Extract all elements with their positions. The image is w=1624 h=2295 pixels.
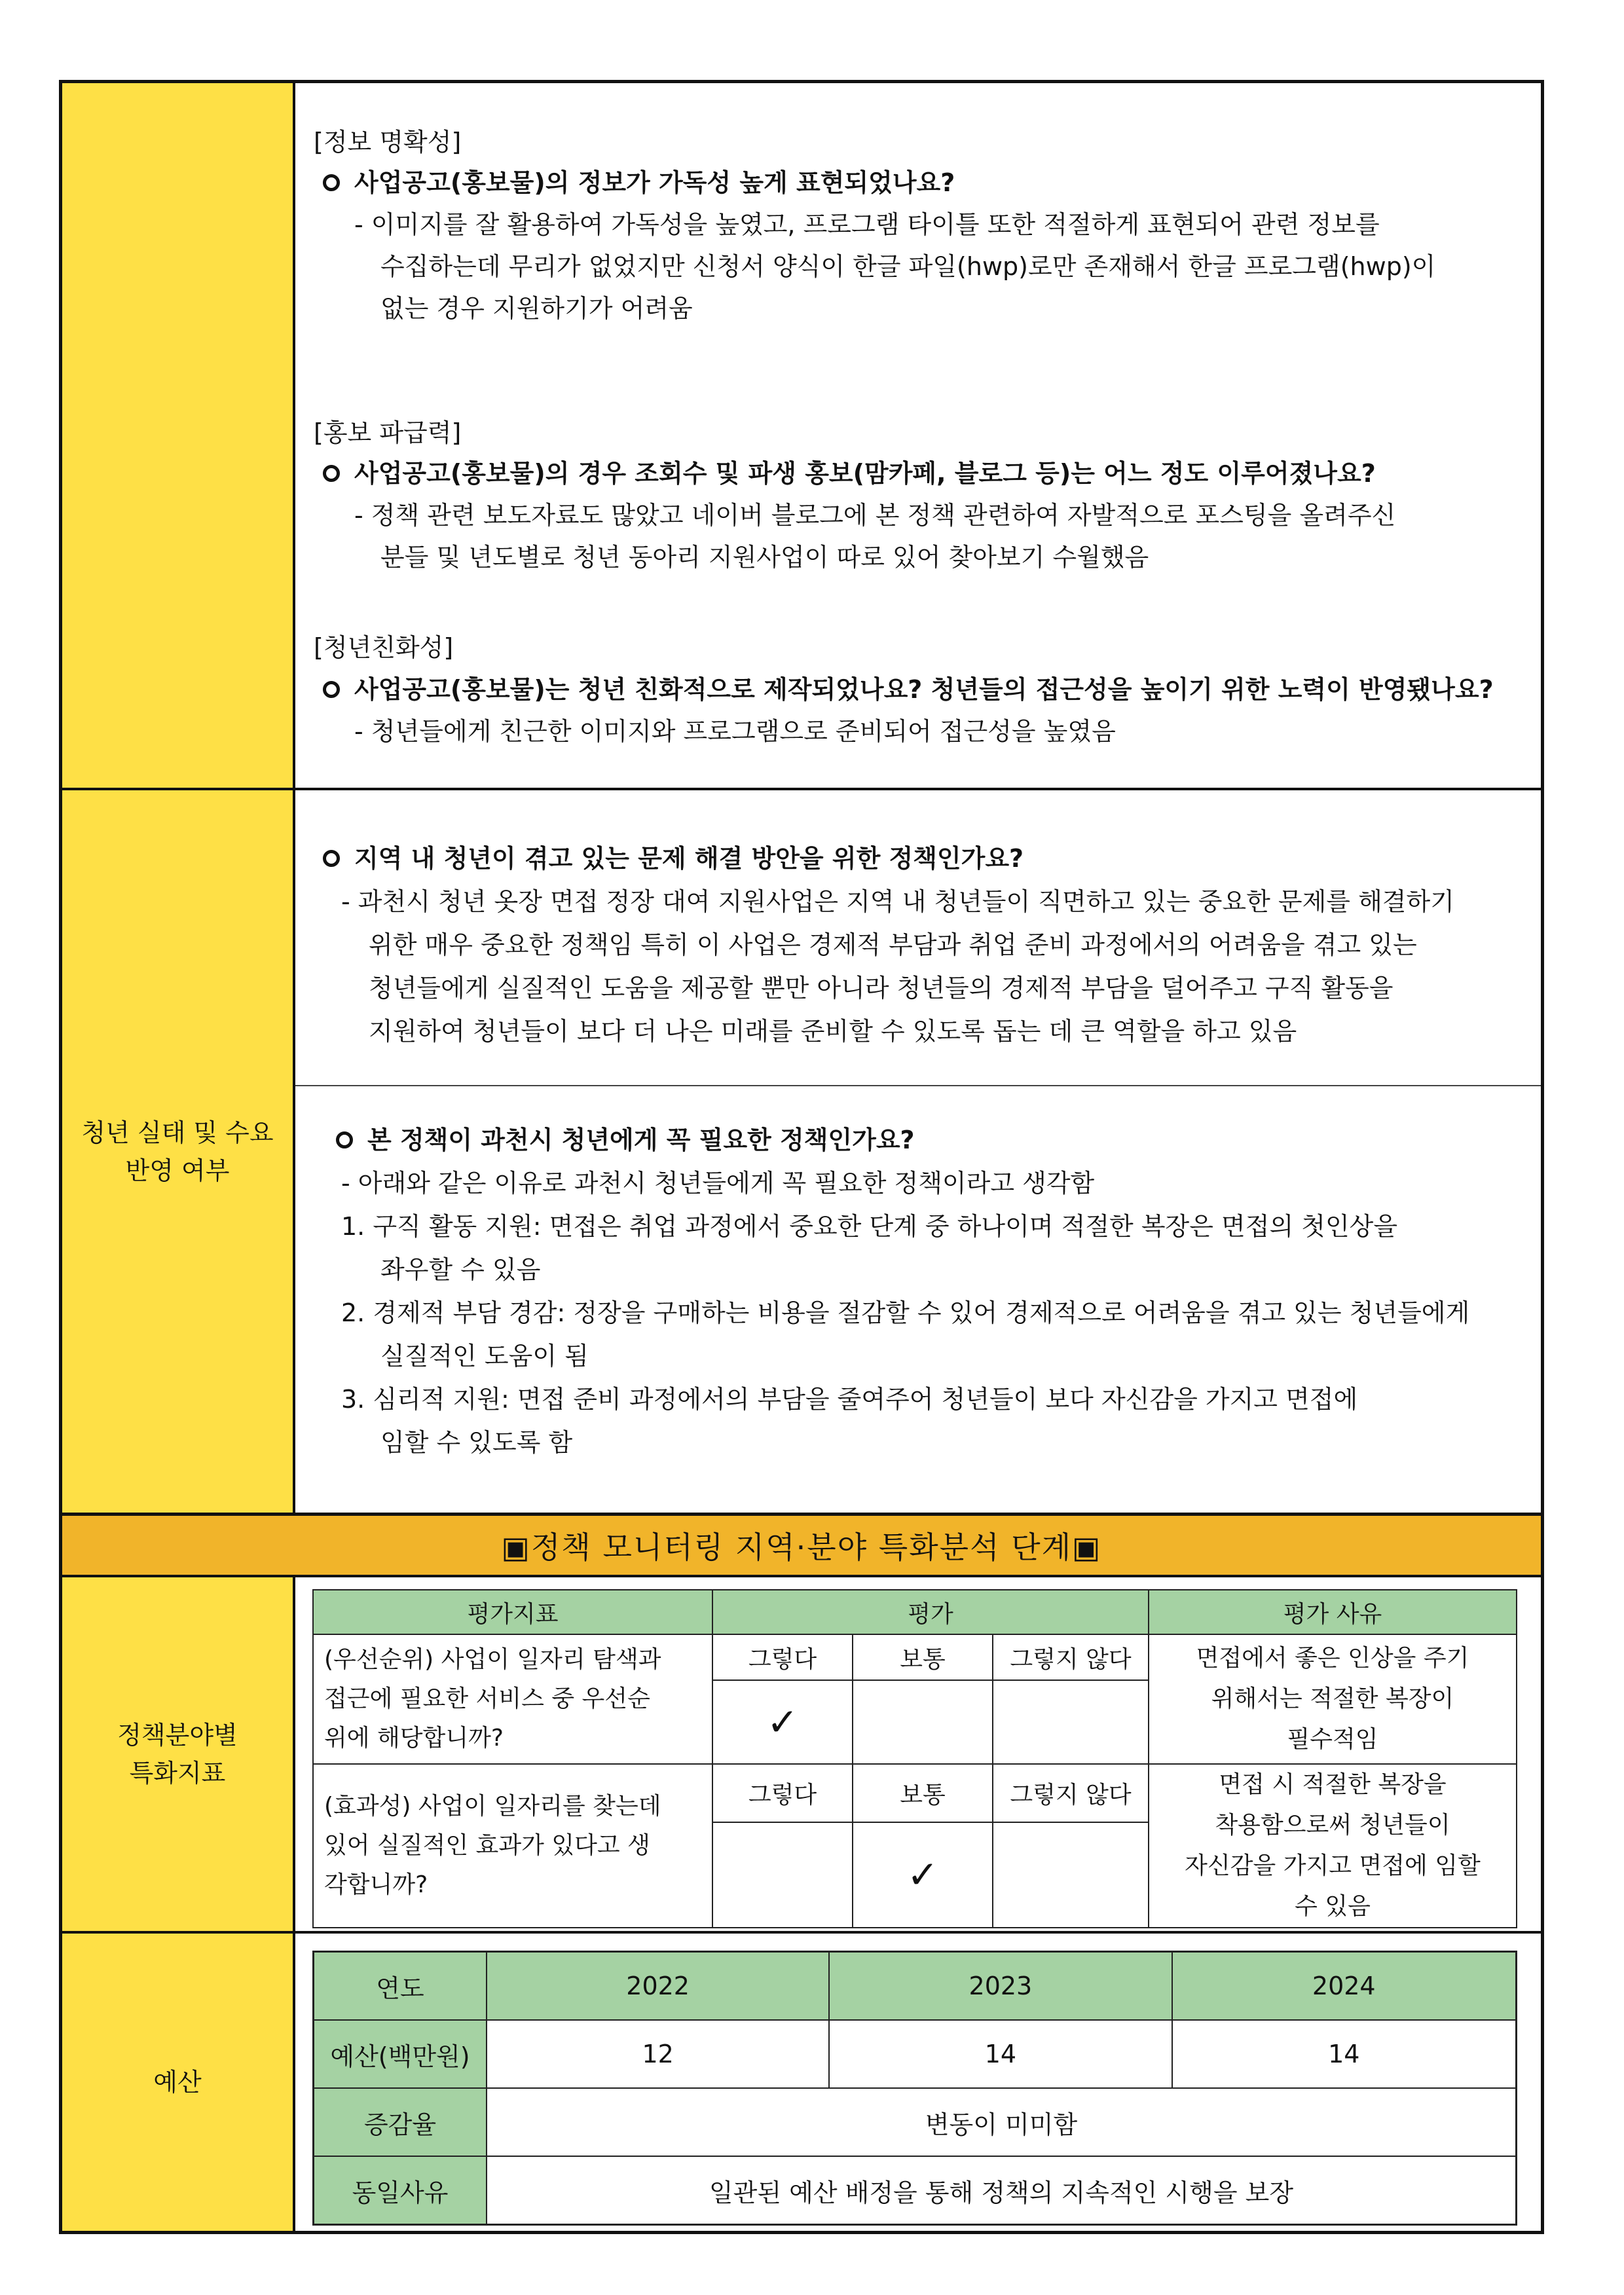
clarity-header: [정보 명확성] xyxy=(314,128,462,156)
same-reason-label: 동일사유 xyxy=(314,2156,487,2225)
needs-answer-2-line: 3. 심리적 지원: 면접 준비 과정에서의 부담을 줄여주어 청년들이 보다 자신감을 가지고 면접에 xyxy=(341,1385,1358,1414)
reason-line: 면접 시 적절한 복장을 xyxy=(1219,1771,1447,1798)
spread-header: [홍보 파급력] xyxy=(314,418,462,447)
youth-needs-label xyxy=(62,790,295,1513)
option-no: 그렇지 않다 xyxy=(993,1764,1149,1822)
header-reason: 평가 사유 xyxy=(1149,1590,1517,1634)
question-line: 위에 해당합니까? xyxy=(324,1725,504,1752)
spread-question-text: 사업공고(홍보물)의 경우 조회수 및 파생 홍보(맘카페, 블로그 등)는 어느 정도 이루어졌나요? xyxy=(354,459,1376,488)
youth-needs-section xyxy=(62,790,1541,1516)
spread-answer-line: 분들 및 년도별로 청년 동아리 지원사업이 따로 있어 찾아보기 수월했음 xyxy=(380,543,1149,572)
budget-label: 예산 xyxy=(62,1934,295,2231)
circle-bullet-icon xyxy=(336,1131,353,1148)
needs-question-2-text: 본 정책이 과천시 청년에게 꼭 필요한 정책인가요? xyxy=(367,1126,915,1154)
evaluation-table xyxy=(312,1589,1517,1928)
banner-title: ▣정책 모니터링 지역·분야 특화분석 단계▣ xyxy=(501,1530,1102,1565)
change-rate-value: 변동이 미미함 xyxy=(487,2088,1517,2156)
question-line: 있어 실질적인 효과가 있다고 생 xyxy=(324,1832,650,1859)
reason-priority xyxy=(1149,1634,1517,1764)
indicator-label xyxy=(62,1577,295,1931)
indicator-content xyxy=(295,1577,1541,1931)
empty-check-cell xyxy=(993,1822,1149,1928)
friendly-question xyxy=(323,674,1494,705)
needs-answer-2-line: 2. 경제적 부담 경감: 정장을 구매하는 비용을 절감할 수 있어 경제적으로 어려움을 겪고 있는 청년들에게 xyxy=(341,1298,1470,1327)
budget-table xyxy=(312,1951,1517,2226)
needs-question-1-text: 지역 내 청년이 겪고 있는 문제 해결 방안을 위한 정책인가요? xyxy=(354,844,1024,873)
spread-question xyxy=(323,458,1376,489)
clarity-answer-line: 수집하는데 무리가 없었지만 신청서 양식이 한글 파일(hwp)로만 존재해서 한글 프로그램(hwp)이 xyxy=(380,252,1436,281)
youth-needs-label-line: 청년 실태 및 수요 xyxy=(81,1118,274,1147)
question-line: 각합니까? xyxy=(324,1871,428,1898)
needs-answer-1-line: 위한 매우 중요한 정책임 특히 이 사업은 경제적 부담과 취업 준비 과정에서의 어려움을 겪고 있는 xyxy=(369,930,1417,959)
question-line: (효과성) 사업이 일자리를 찾는데 xyxy=(324,1793,661,1820)
budget-2022: 12 xyxy=(487,2020,829,2088)
clarity-answer-line: 없는 경우 지원하기가 어려움 xyxy=(380,294,693,323)
clarity-question xyxy=(323,167,955,198)
friendly-question-text: 사업공고(홍보물)는 청년 친화적으로 제작되었나요? 청년들의 접근성을 높이기 위한 노력이 반영됐나요? xyxy=(354,675,1494,704)
needs-answer-2-line: 1. 구직 활동 지원: 면접은 취업 과정에서 중요한 단계 중 하나이며 적절한 복장은 면접의 첫인상을 xyxy=(341,1212,1398,1241)
reason-line: 필수적임 xyxy=(1287,1726,1378,1753)
circle-bullet-icon xyxy=(323,174,340,191)
friendly-answer: - 청년들에게 친근한 이미지와 프로그램으로 준비되어 접근성을 높였음 xyxy=(354,717,1116,746)
check-mark-icon: ✓ xyxy=(712,1680,853,1764)
needs-answer-1-line: 지원하여 청년들이 보다 더 나은 미래를 준비할 수 있도록 돕는 데 큰 역할을 하고 있음 xyxy=(369,1017,1297,1046)
empty-check-cell xyxy=(993,1680,1149,1764)
circle-bullet-icon xyxy=(323,465,340,482)
year-2023: 2023 xyxy=(829,1952,1172,2021)
needs-question-1 xyxy=(323,843,1024,874)
change-rate-label: 증감율 xyxy=(314,2088,487,2156)
needs-answer-2-line: 좌우할 수 있음 xyxy=(380,1255,541,1284)
needs-answer-1-line: 청년들에게 실질적인 도움을 제공할 뿐만 아니라 청년들의 경제적 부담을 덜어주고 구직 활동을 xyxy=(369,974,1393,1002)
promotion-section-label xyxy=(62,83,295,788)
indicator-label-line: 특화지표 xyxy=(129,1759,226,1788)
budget-content xyxy=(295,1934,1541,2231)
header-evaluation: 평가 xyxy=(712,1590,1149,1634)
friendly-header: [청년친화성] xyxy=(314,633,454,662)
budget-amount-label: 예산(백만원) xyxy=(314,2020,487,2088)
question-line: (우선순위) 사업이 일자리 탐색과 xyxy=(324,1646,661,1673)
needs-answer-2-line: 실질적인 도움이 됨 xyxy=(380,1342,589,1370)
question-line: 접근에 필요한 서비스 중 우선순 xyxy=(324,1685,650,1712)
indicator-question-effectiveness xyxy=(313,1764,712,1928)
reason-effectiveness xyxy=(1149,1764,1517,1928)
policy-evaluation-form xyxy=(59,80,1544,2234)
reason-line: 수 있음 xyxy=(1295,1893,1371,1920)
check-mark-icon: ✓ xyxy=(853,1822,993,1928)
option-yes: 그렇다 xyxy=(712,1634,853,1680)
option-no: 그렇지 않다 xyxy=(993,1634,1149,1680)
circle-bullet-icon xyxy=(323,681,340,698)
spread-answer-line: - 정책 관련 보도자료도 많았고 네이버 블로그에 본 정책 관련하여 자발적으로 포스팅을 올려주신 xyxy=(354,501,1396,530)
empty-check-cell xyxy=(712,1822,853,1928)
needs-question-2 xyxy=(336,1124,915,1156)
reason-line: 위해서는 적절한 복장이 xyxy=(1211,1685,1454,1712)
promotion-section-content xyxy=(295,83,1541,788)
clarity-answer-line: - 이미지를 잘 활용하여 가독성을 높였고, 프로그램 타이틀 또한 적절하게 표현되어 관련 정보를 xyxy=(354,210,1380,239)
youth-needs-label-line: 반영 여부 xyxy=(125,1156,230,1185)
indicator-label-line: 정책분야별 xyxy=(117,1721,238,1750)
header-indicator: 평가지표 xyxy=(313,1590,712,1634)
analysis-stage-banner xyxy=(62,1516,1541,1577)
circle-bullet-icon xyxy=(323,850,340,867)
year-2022: 2022 xyxy=(487,1952,829,2021)
budget-section xyxy=(62,1934,1541,2231)
year-2024: 2024 xyxy=(1172,1952,1517,2021)
youth-necessity-content xyxy=(295,1085,1541,1516)
budget-2024: 14 xyxy=(1172,2020,1517,2088)
option-neutral: 보통 xyxy=(853,1764,993,1822)
indicator-question-priority xyxy=(313,1634,712,1764)
reason-line: 자신감을 가지고 면접에 임할 xyxy=(1185,1852,1481,1879)
promotion-section xyxy=(62,83,1541,790)
reason-line: 면접에서 좋은 인상을 주기 xyxy=(1196,1645,1469,1672)
budget-2023: 14 xyxy=(829,2020,1172,2088)
option-neutral: 보통 xyxy=(853,1634,993,1680)
indicator-section xyxy=(62,1577,1541,1934)
empty-check-cell xyxy=(853,1680,993,1764)
reason-line: 착용함으로써 청년들이 xyxy=(1215,1812,1450,1839)
clarity-question-text: 사업공고(홍보물)의 정보가 가독성 높게 표현되었나요? xyxy=(354,168,955,197)
needs-answer-2-line: 임할 수 있도록 함 xyxy=(380,1428,573,1457)
needs-answer-2-line: - 아래와 같은 이유로 과천시 청년들에게 꼭 필요한 정책이라고 생각함 xyxy=(341,1169,1095,1198)
year-label: 연도 xyxy=(314,1952,487,2021)
needs-answer-1-line: - 과천시 청년 옷장 면접 정장 대여 지원사업은 지역 내 청년들이 직면하고 있는 중요한 문제를 해결하기 xyxy=(341,887,1454,916)
same-reason-value: 일관된 예산 배정을 통해 정책의 지속적인 시행을 보장 xyxy=(487,2156,1517,2225)
option-yes: 그렇다 xyxy=(712,1764,853,1822)
